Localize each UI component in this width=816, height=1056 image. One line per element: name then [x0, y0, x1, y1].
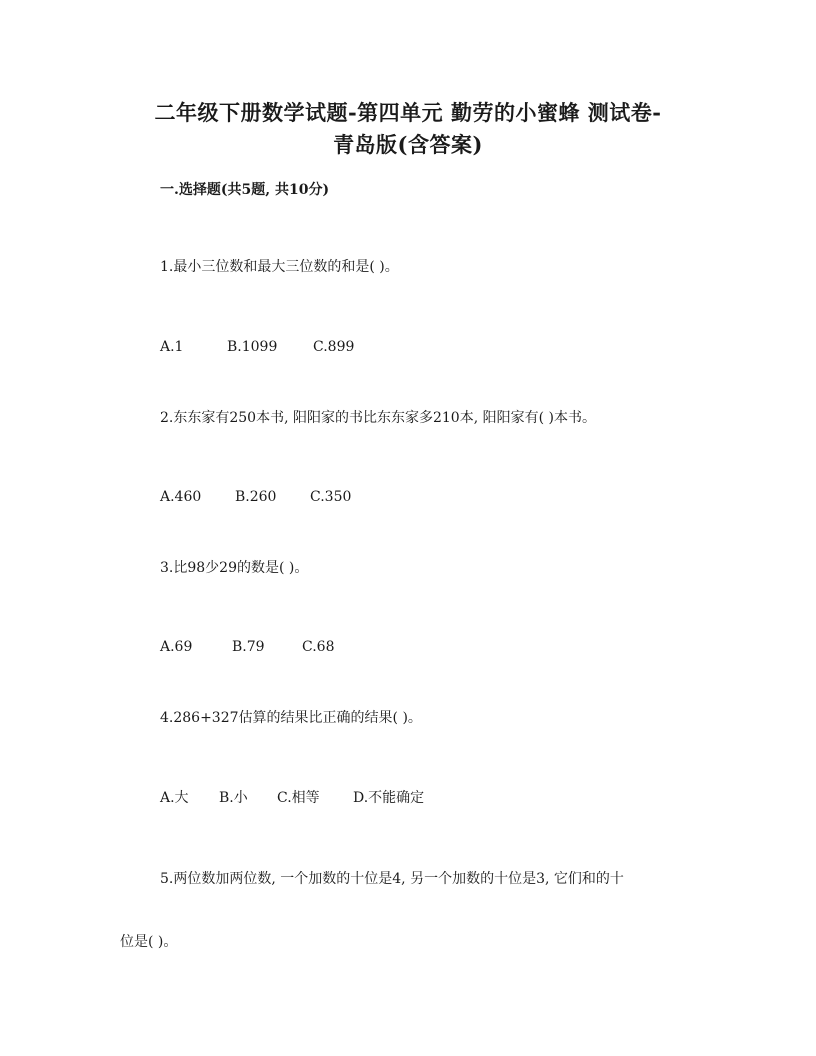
- question-3-text: 3.比98少29的数是( )。: [160, 560, 309, 576]
- question-5-text-line-2: 位是( )。: [120, 934, 178, 950]
- question-3-option-a: A.69: [160, 639, 193, 655]
- question-4-option-c: C.相等: [277, 790, 320, 806]
- question-1-option-b: B.1099: [227, 339, 278, 355]
- document-title-line-1: 二年级下册数学试题-第四单元 勤劳的小蜜蜂 测试卷-: [154, 100, 662, 125]
- document-title-line-2: 青岛版(含答案): [333, 132, 483, 157]
- question-1-option-a: A.1: [160, 339, 184, 355]
- question-5-text-line-1: 5.两位数加两位数, 一个加数的十位是4, 另一个加数的十位是3, 它们和的十: [160, 871, 624, 887]
- question-1-text: 1.最小三位数和最大三位数的和是( )。: [160, 259, 399, 275]
- question-2-option-b: B.260: [235, 489, 277, 505]
- question-3-option-c: C.68: [302, 639, 335, 655]
- section-heading: 一.选择题(共5题, 共10分): [160, 182, 330, 198]
- question-4-option-d: D.不能确定: [353, 790, 425, 806]
- question-4-text: 4.286+327估算的结果比正确的结果( )。: [160, 710, 422, 726]
- question-2-option-a: A.460: [160, 489, 202, 505]
- question-2-option-c: C.350: [310, 489, 352, 505]
- question-4-option-b: B.小: [219, 790, 248, 806]
- question-2-text: 2.东东家有250本书, 阳阳家的书比东东家多210本, 阳阳家有( )本书。: [160, 410, 596, 426]
- question-4-option-a: A.大: [160, 790, 189, 806]
- question-3-option-b: B.79: [232, 639, 265, 655]
- question-1-option-c: C.899: [313, 339, 355, 355]
